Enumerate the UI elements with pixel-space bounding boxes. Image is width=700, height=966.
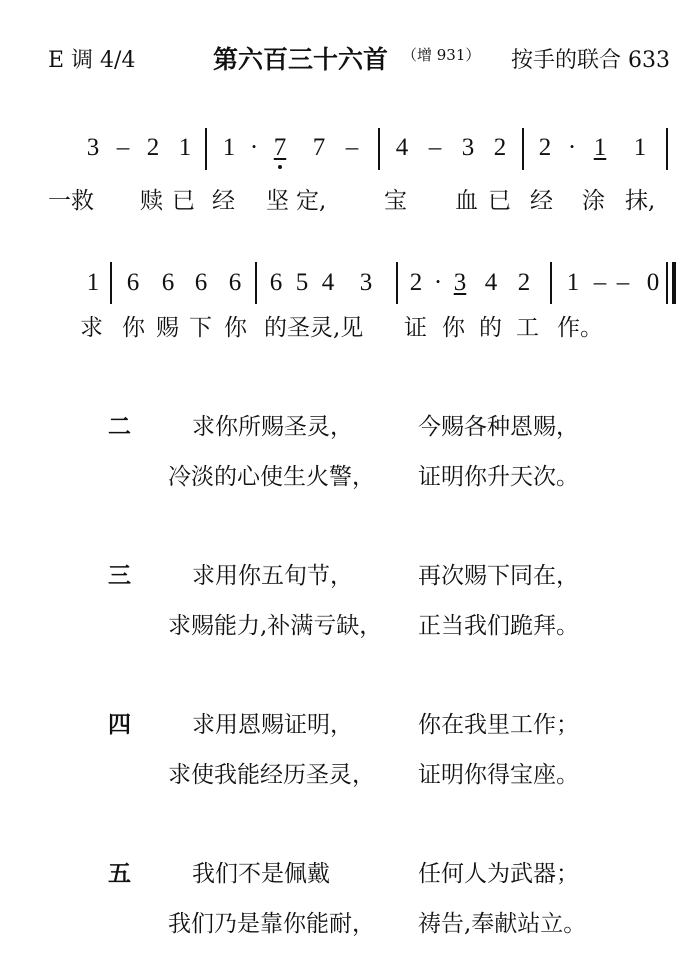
- note: 5: [295, 269, 309, 296]
- note-dash: –: [345, 134, 359, 161]
- note-underlined: 3: [453, 269, 467, 296]
- note: 1: [633, 134, 647, 161]
- note-underlined: 1: [593, 134, 607, 161]
- bar-line: [550, 262, 552, 304]
- lyric: 作。: [557, 315, 603, 341]
- note: 2: [538, 134, 552, 161]
- lyric: 你: [224, 315, 247, 341]
- lyric: 血: [455, 188, 478, 214]
- bar-line: [522, 128, 524, 170]
- note: 6: [228, 269, 242, 296]
- hymn-section-title: 按手的联合 633: [511, 48, 670, 73]
- verse-line: 你在我里工作；: [418, 712, 579, 738]
- note-underlined-low: 7: [270, 135, 290, 160]
- note-dash: –: [116, 134, 130, 161]
- lyric: 你: [122, 315, 145, 341]
- lyric: 涂: [582, 188, 605, 214]
- hymn-subtitle: （增 931）: [402, 46, 481, 64]
- bar-line: [396, 262, 398, 304]
- lyric: 一救: [48, 188, 94, 214]
- verse-number: 五: [108, 860, 131, 887]
- verse-number: 二: [108, 413, 131, 440]
- note: 3: [359, 269, 373, 296]
- verse-line: 今赐各种恩赐，: [418, 414, 579, 440]
- lyric: 已: [488, 188, 511, 214]
- note: 4: [395, 134, 409, 161]
- hymn-title: 第六百三十六首: [213, 45, 389, 74]
- verse-number: 四: [108, 711, 131, 738]
- bar-line: [205, 128, 207, 170]
- note: 7: [312, 134, 326, 161]
- note-dash: –: [593, 269, 607, 296]
- lyric: 工: [516, 315, 539, 341]
- verse-line: 求用你五旬节，: [192, 563, 353, 589]
- bar-line: [110, 262, 112, 304]
- verse-line: 证明你得宝座。: [418, 762, 579, 788]
- note: 6: [194, 269, 208, 296]
- note: 1: [566, 269, 580, 296]
- bar-line: [255, 262, 257, 304]
- note: 2: [146, 134, 160, 161]
- note: 2: [493, 134, 507, 161]
- note: 6: [161, 269, 175, 296]
- lyric: 经: [212, 188, 235, 214]
- lyric: 赐: [156, 315, 179, 341]
- note-dot: ·: [433, 269, 443, 296]
- verse-line: 我们乃是靠你能耐，: [168, 911, 375, 937]
- note: 2: [409, 269, 423, 296]
- lyric: 的: [479, 315, 502, 341]
- note-dash: –: [616, 269, 630, 296]
- lyric: 下: [189, 315, 212, 341]
- lyric: 抹,: [625, 188, 656, 214]
- note: 1: [86, 269, 100, 296]
- verse-line: 再次赐下同在，: [418, 563, 579, 589]
- lyric: 宝: [384, 188, 407, 214]
- note: 1: [222, 134, 236, 161]
- key-signature: E 调 4/4: [48, 48, 136, 73]
- note: 2: [517, 269, 531, 296]
- lyric: 的圣灵,见: [264, 315, 364, 341]
- lyric: 你: [442, 315, 465, 341]
- verse-line: 求用恩赐证明，: [192, 712, 353, 738]
- lyric: 定,: [296, 188, 327, 214]
- note: 6: [269, 269, 283, 296]
- verse-line: 祷告,奉献站立。: [418, 911, 587, 937]
- verse-line: 求你所赐圣灵，: [192, 414, 353, 440]
- note: 3: [461, 134, 475, 161]
- lyric: 已: [172, 188, 195, 214]
- verse-number: 三: [108, 562, 131, 589]
- note-rest: 0: [646, 269, 660, 296]
- lyric: 赎: [140, 188, 163, 214]
- note-dot: ·: [567, 134, 577, 161]
- lyric: 坚: [266, 188, 289, 214]
- lyric: 证: [404, 315, 427, 341]
- note-dot: ·: [249, 134, 259, 161]
- lyric: 经: [530, 188, 553, 214]
- note: 4: [321, 269, 335, 296]
- note: 4: [484, 269, 498, 296]
- note-dash: –: [428, 134, 442, 161]
- verse-line: 证明你升天次。: [418, 464, 579, 490]
- verse-line: 正当我们跪拜。: [418, 613, 579, 639]
- note: 3: [86, 134, 100, 161]
- note: 6: [126, 269, 140, 296]
- lyric: 求: [80, 315, 103, 341]
- verse-line: 求赐能力,补满亏缺，: [168, 613, 383, 639]
- verse-line: 求使我能经历圣灵，: [168, 762, 375, 788]
- bar-line: [666, 262, 668, 304]
- bar-line: [666, 128, 668, 170]
- verse-line: 冷淡的心使生火警，: [168, 464, 375, 490]
- final-bar-line: [672, 262, 676, 304]
- verse-line: 任何人为武器；: [418, 861, 579, 887]
- note: 1: [178, 134, 192, 161]
- verse-line: 我们不是佩戴: [192, 861, 330, 887]
- bar-line: [378, 128, 380, 170]
